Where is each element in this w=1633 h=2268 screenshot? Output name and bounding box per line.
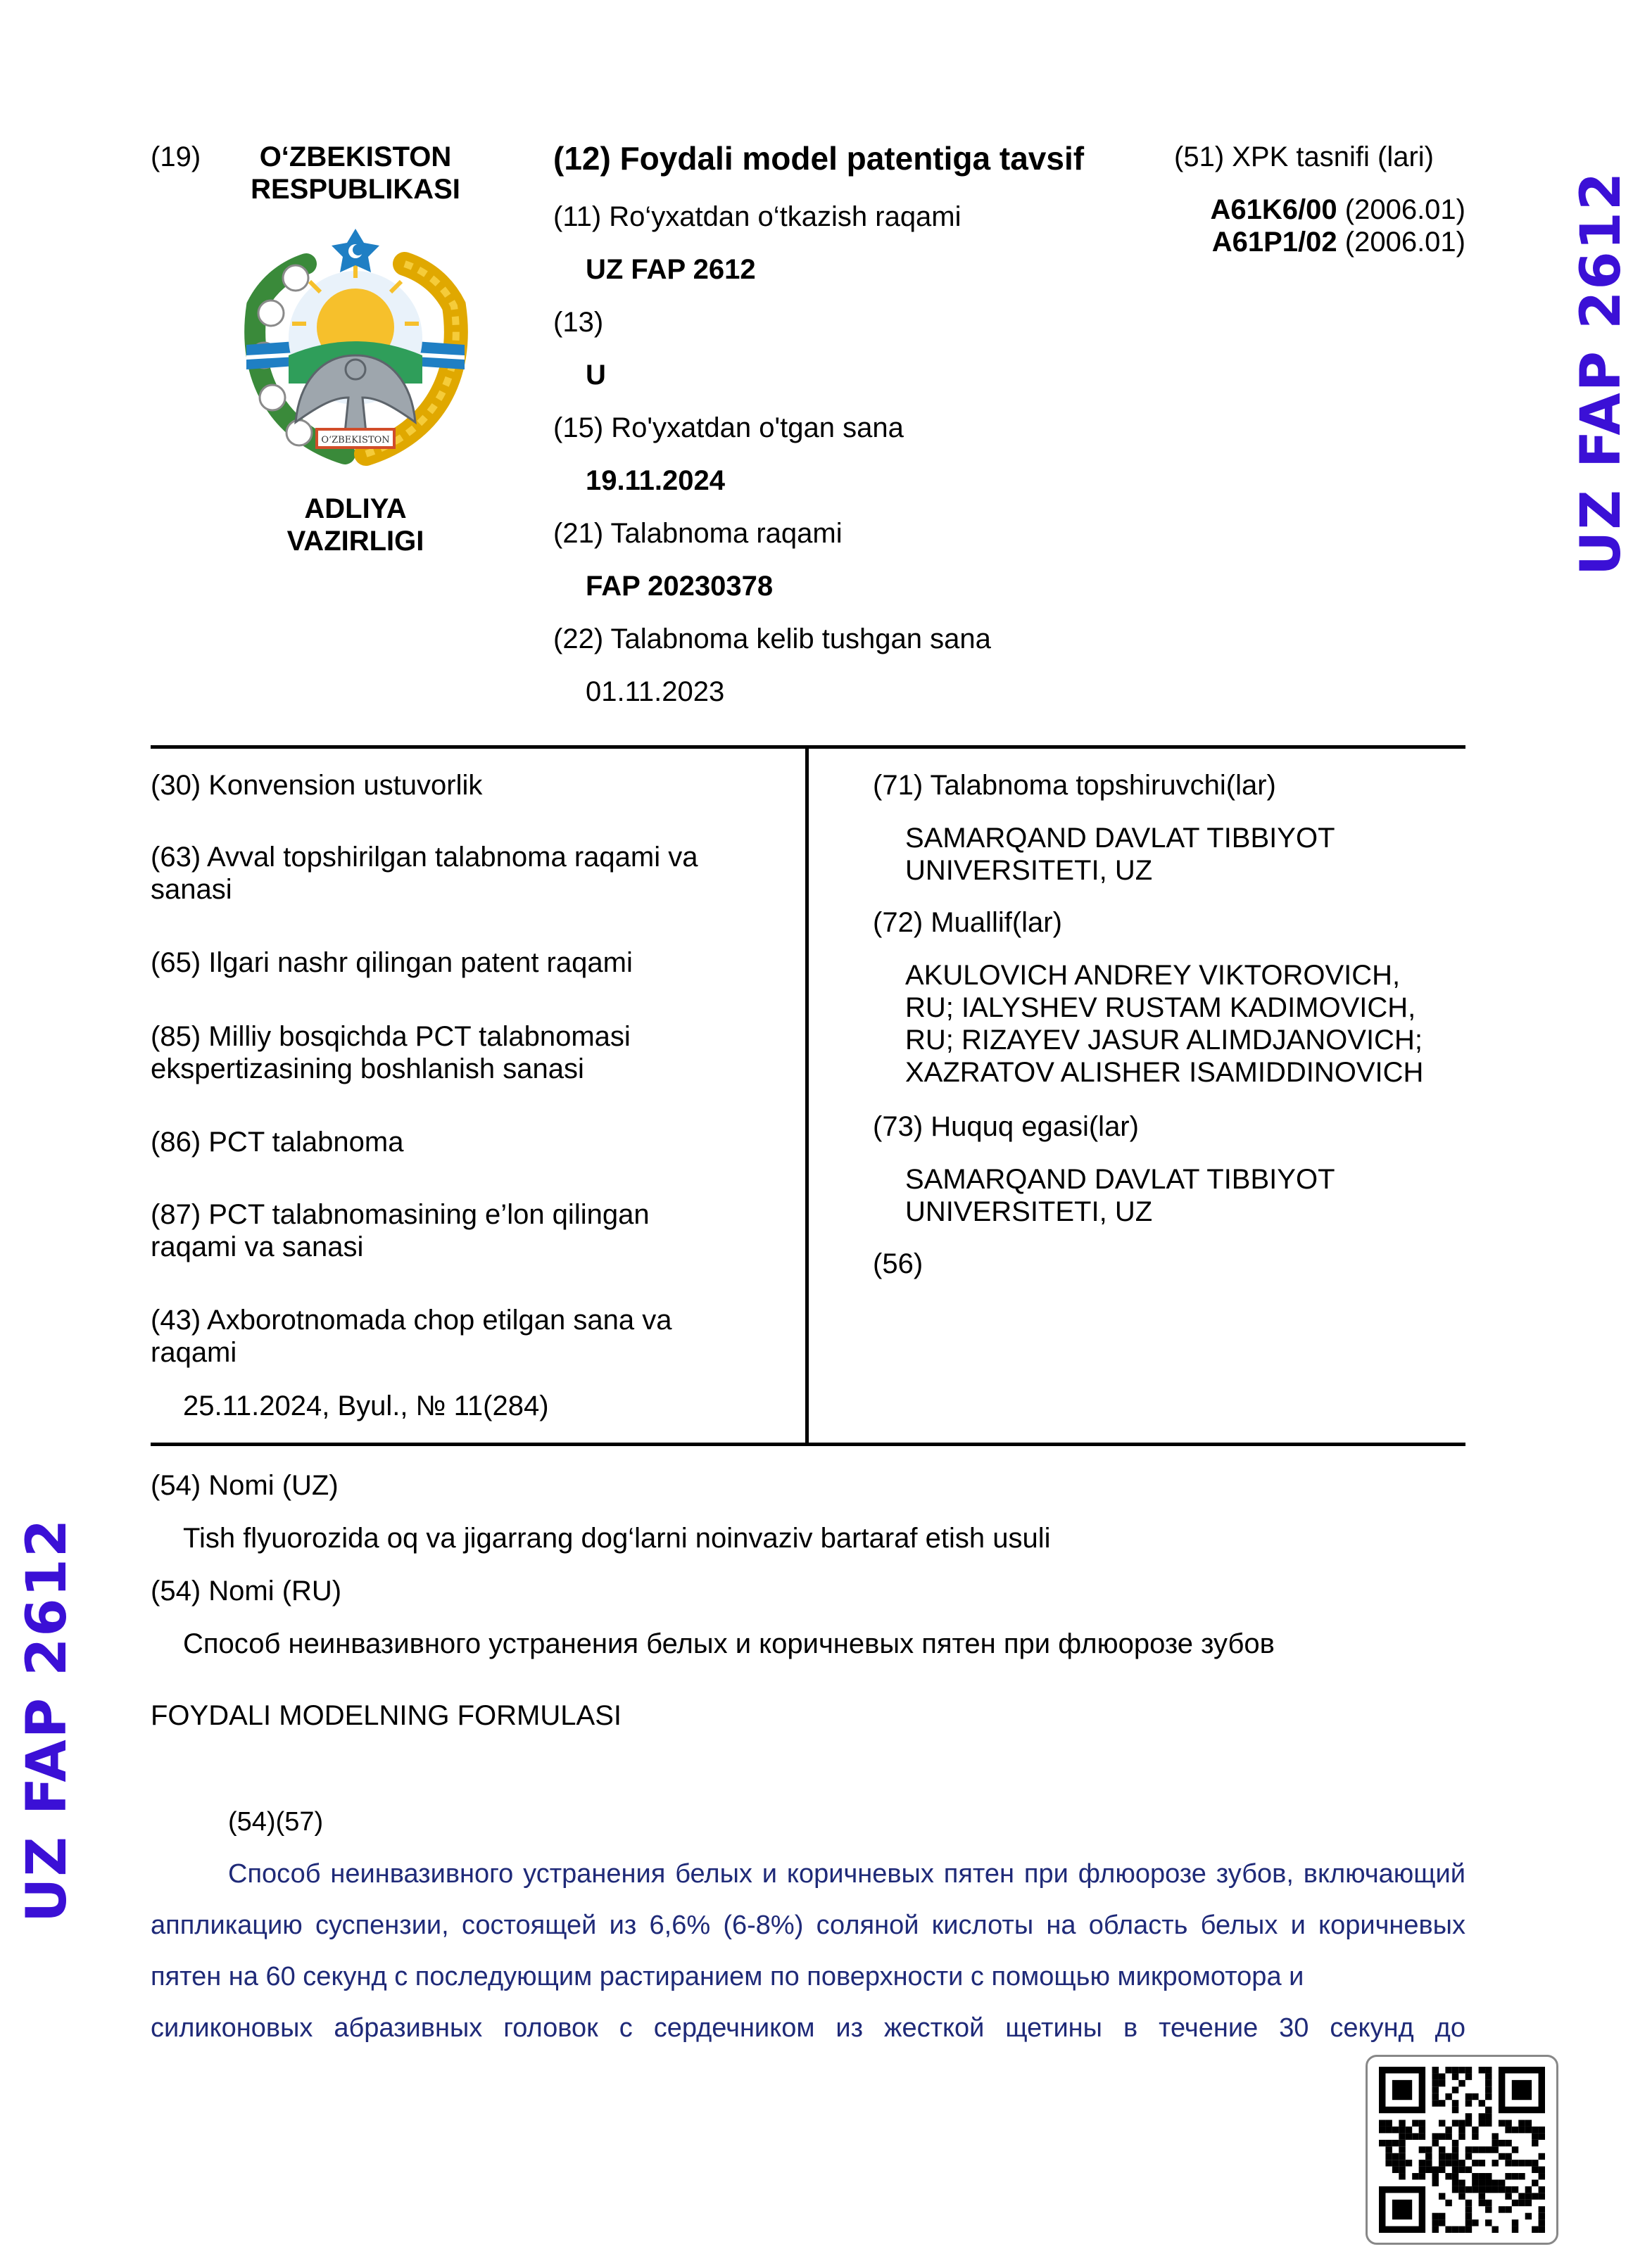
pct-national-label: (85) Milliy bosqichda PCT talabnomasi ekspertizasining boshlanish sanasi <box>151 1021 631 1084</box>
watermark-right: UZ FAP 2612 <box>1570 170 1633 576</box>
ministry-name <box>232 493 479 557</box>
ministry-line-2: VAZIRLIGI <box>286 526 424 557</box>
formula-heading: FOYDALI MODELNING FORMULASI <box>151 1700 622 1731</box>
bottom-rule <box>151 1443 1465 1446</box>
state-emblem <box>229 222 482 475</box>
app-number-label: (21) Talabnoma raqami <box>553 518 843 549</box>
app-number: FAP 20230378 <box>586 571 774 602</box>
pct-pub-label: (87) PCT talabnomasining e’lon qilingan raqami va sanasi <box>151 1199 650 1262</box>
claim-text-last: силиконовых абразивных головок с сердечником из жесткой щетины в течение 30 секунд до <box>151 2013 1465 2043</box>
column-divider <box>805 745 809 1446</box>
document-title: (12) Foydali model patentiga tavsif <box>553 140 1085 177</box>
watermark-left: UZ FAP 2612 <box>15 1517 79 1922</box>
applicant-label: (71) Talabnoma topshiruvchi(lar) <box>873 770 1276 801</box>
priority-label: (30) Konvension ustuvorlik <box>151 770 483 801</box>
app-date-label: (22) Talabnoma kelib tushgan sana <box>553 623 991 654</box>
ministry-line-1: ADLIYA <box>304 493 407 524</box>
code-13-value: U <box>586 360 606 391</box>
ipc-entry: A61K6/00 (2006.01) <box>1210 194 1465 225</box>
claim-text <box>151 1849 1465 2054</box>
emblem-banner-text: O‘ZBEKISTON <box>321 435 390 445</box>
reg-date: 19.11.2024 <box>586 465 725 496</box>
owner-label: (73) Huquq egasi(lar) <box>873 1111 1139 1142</box>
code-19: (19) <box>151 141 201 172</box>
app-date: 01.11.2023 <box>586 676 725 707</box>
code-13-label: (13) <box>553 307 604 338</box>
prev-app-label: (63) Avval topshirilgan talabnoma raqami va sanasi <box>151 842 698 905</box>
reg-date-label: (15) Ro'yxatdan o'tgan sana <box>553 412 904 443</box>
reg-number-label: (11) Ro‘yxatdan o‘tkazish raqami <box>553 201 961 232</box>
ipc-label: (51) XPK tasnifi (lari) <box>1174 141 1434 172</box>
bulletin-value: 25.11.2024, Byul., № 11(284) <box>183 1390 549 1421</box>
ipc-list <box>1211 194 1465 258</box>
prev-patent-label: (65) Ilgari nashr qilingan patent raqami <box>151 947 633 978</box>
pct-app-label: (86) PCT talabnoma <box>151 1127 404 1158</box>
name-ru: Способ неинвазивного устранения белых и коричневых пятен при флюорозе зубов <box>183 1628 1275 1659</box>
authors-label: (72) Muallif(lar) <box>873 907 1062 938</box>
qr-code <box>1366 2055 1558 2245</box>
bulletin-label: (43) Axborotnomada chop etilgan sana va raqami <box>151 1305 672 1368</box>
qr-code-pattern <box>1377 2067 1546 2233</box>
name-uz: Tish flyuorozida oq va jigarrang dog‘larni noinvaziv bartaraf etish usuli <box>183 1523 1051 1554</box>
claim-code: (54)(57) <box>228 1807 324 1837</box>
ipc-entry: A61P1/02 (2006.01) <box>1211 227 1465 258</box>
name-ru-label: (54) Nomi (RU) <box>151 1576 342 1607</box>
country-line-2: RESPUBLIKASI <box>251 174 460 205</box>
name-uz-label: (54) Nomi (UZ) <box>151 1470 339 1501</box>
reg-number: UZ FAP 2612 <box>586 254 756 285</box>
country-line-1: O‘ZBEKISTON <box>259 141 452 172</box>
claim-text-main: Способ неинвазивного устранения белых и коричневых пятен при флюорозе зубов, включающий аппликацию суспензии, состоящей из 6,6% (6-8%) соляной кислоты на область белых и коричневых пятен на 60 секунд с последующим растиранием по поверхности с помощью микромотора и <box>151 1859 1465 1991</box>
code-56-label: (56) <box>873 1248 923 1279</box>
owner-value: SAMARQAND DAVLAT TIBBIYOT UNIVERSITETI, UZ <box>905 1164 1335 1227</box>
applicant-value: SAMARQAND DAVLAT TIBBIYOT UNIVERSITETI, UZ <box>905 823 1335 886</box>
authors-value: AKULOVICH ANDREY VIKTOROVICH, RU; IALYSHEV RUSTAM KADIMOVICH, RU; RIZAYEV JASUR ALIMDJANOVICH; XAZRATOV ALISHER ISAMIDDINOVICH <box>905 960 1424 1088</box>
country-name <box>232 141 479 205</box>
